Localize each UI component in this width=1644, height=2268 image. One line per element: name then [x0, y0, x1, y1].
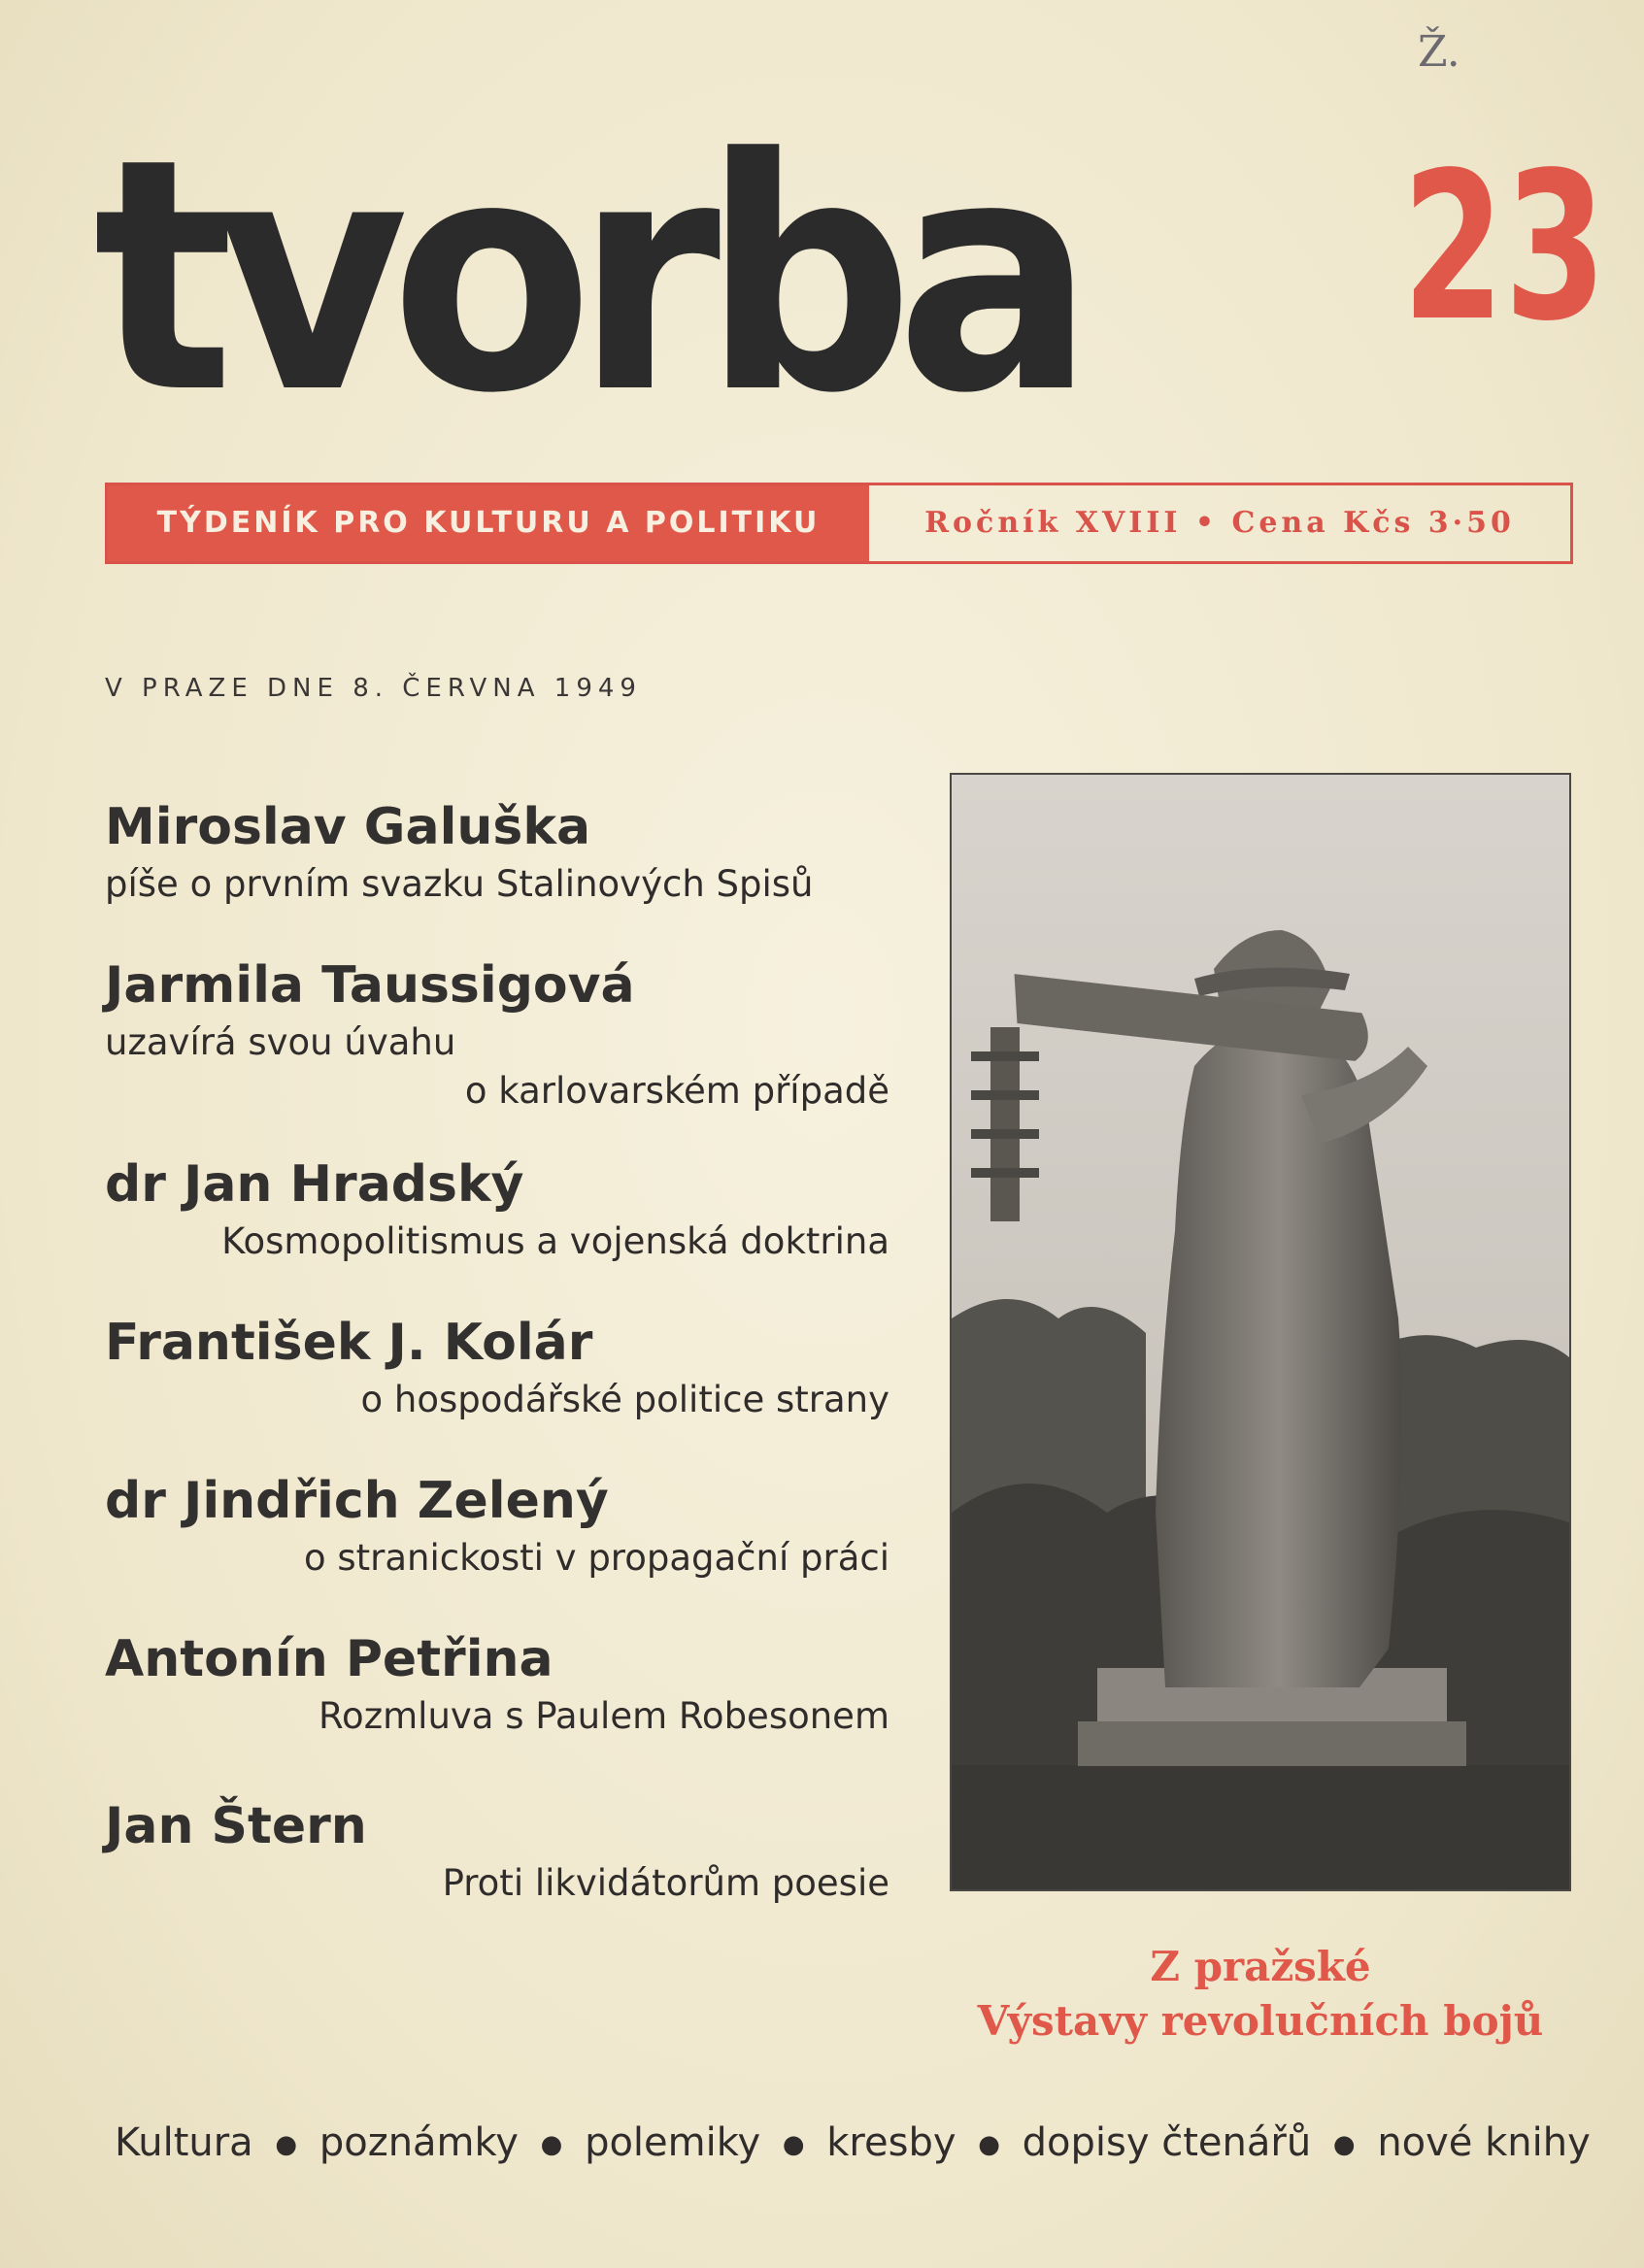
toc-entry: [105, 1153, 889, 1312]
toc-description: o karlovarském případě: [464, 1070, 889, 1112]
caption-line-2: Výstavy revolučních bojů: [977, 1997, 1544, 2045]
banner: [105, 483, 1573, 564]
bullet-icon: ●: [275, 2130, 298, 2159]
bullet-icon: ●: [782, 2130, 805, 2159]
footer-item: Kultura: [115, 2120, 253, 2165]
footer-item: poznámky: [319, 2120, 519, 2165]
toc-entry: [105, 954, 889, 1153]
dateline: V PRAZE DNE 8. ČERVNA 1949: [105, 674, 642, 703]
toc-description: o hospodářské politice strany: [360, 1379, 889, 1420]
banner-subtitle: TÝDENÍK PRO KULTURU A POLITIKU: [108, 485, 869, 561]
toc-description: uzavírá svou úvahu: [105, 1021, 456, 1063]
statue-photo-icon: [950, 773, 1571, 1891]
footer-item: polemiky: [585, 2120, 761, 2165]
toc-entry: [105, 796, 889, 954]
caption-line-1: Z pražské: [1150, 1943, 1371, 1990]
toc-entry: [105, 1470, 889, 1628]
photo-caption: [950, 1940, 1571, 2049]
footer-item: dopisy čtenářů: [1022, 2120, 1312, 2165]
toc-author: dr Jindřich Zelený: [105, 1472, 609, 1530]
toc-author: Miroslav Galuška: [105, 798, 591, 856]
toc-description: Proti likvidátorům poesie: [442, 1862, 889, 1904]
issue-number: 23: [1402, 128, 1607, 366]
toc-entry: [105, 1795, 889, 1931]
footer-sections: [115, 2120, 1591, 2165]
masthead-title: tvorba: [93, 90, 1078, 463]
toc-description: o stranickosti v propagační práci: [303, 1537, 889, 1579]
banner-volume-price: Ročník XVIII • Cena Kčs 3·50: [924, 506, 1515, 540]
toc-description: píše o prvním svazku Stalinových Spisů: [105, 863, 814, 905]
toc-description: Rozmluva s Paulem Robesonem: [319, 1695, 889, 1737]
toc-entry: [105, 1312, 889, 1470]
bullet-icon: ●: [540, 2130, 563, 2159]
footer-item: kresby: [826, 2120, 956, 2165]
toc-author: dr Jan Hradský: [105, 1155, 524, 1214]
bullet-icon: ●: [978, 2130, 1000, 2159]
table-of-contents: [105, 796, 889, 1931]
toc-author: Jan Štern: [105, 1797, 367, 1855]
bullet-icon: ●: [1332, 2130, 1356, 2159]
handwritten-mark: Ž.: [1418, 27, 1460, 77]
toc-author: Antonín Petřina: [105, 1630, 554, 1688]
toc-entry: [105, 1628, 889, 1795]
toc-author: Jarmila Taussigová: [105, 956, 635, 1015]
toc-author: František J. Kolár: [105, 1314, 593, 1372]
footer-item: nové knihy: [1377, 2120, 1591, 2165]
statue-illustration: [952, 775, 1569, 1889]
toc-description: Kosmopolitismus a vojenská doktrina: [221, 1220, 889, 1262]
